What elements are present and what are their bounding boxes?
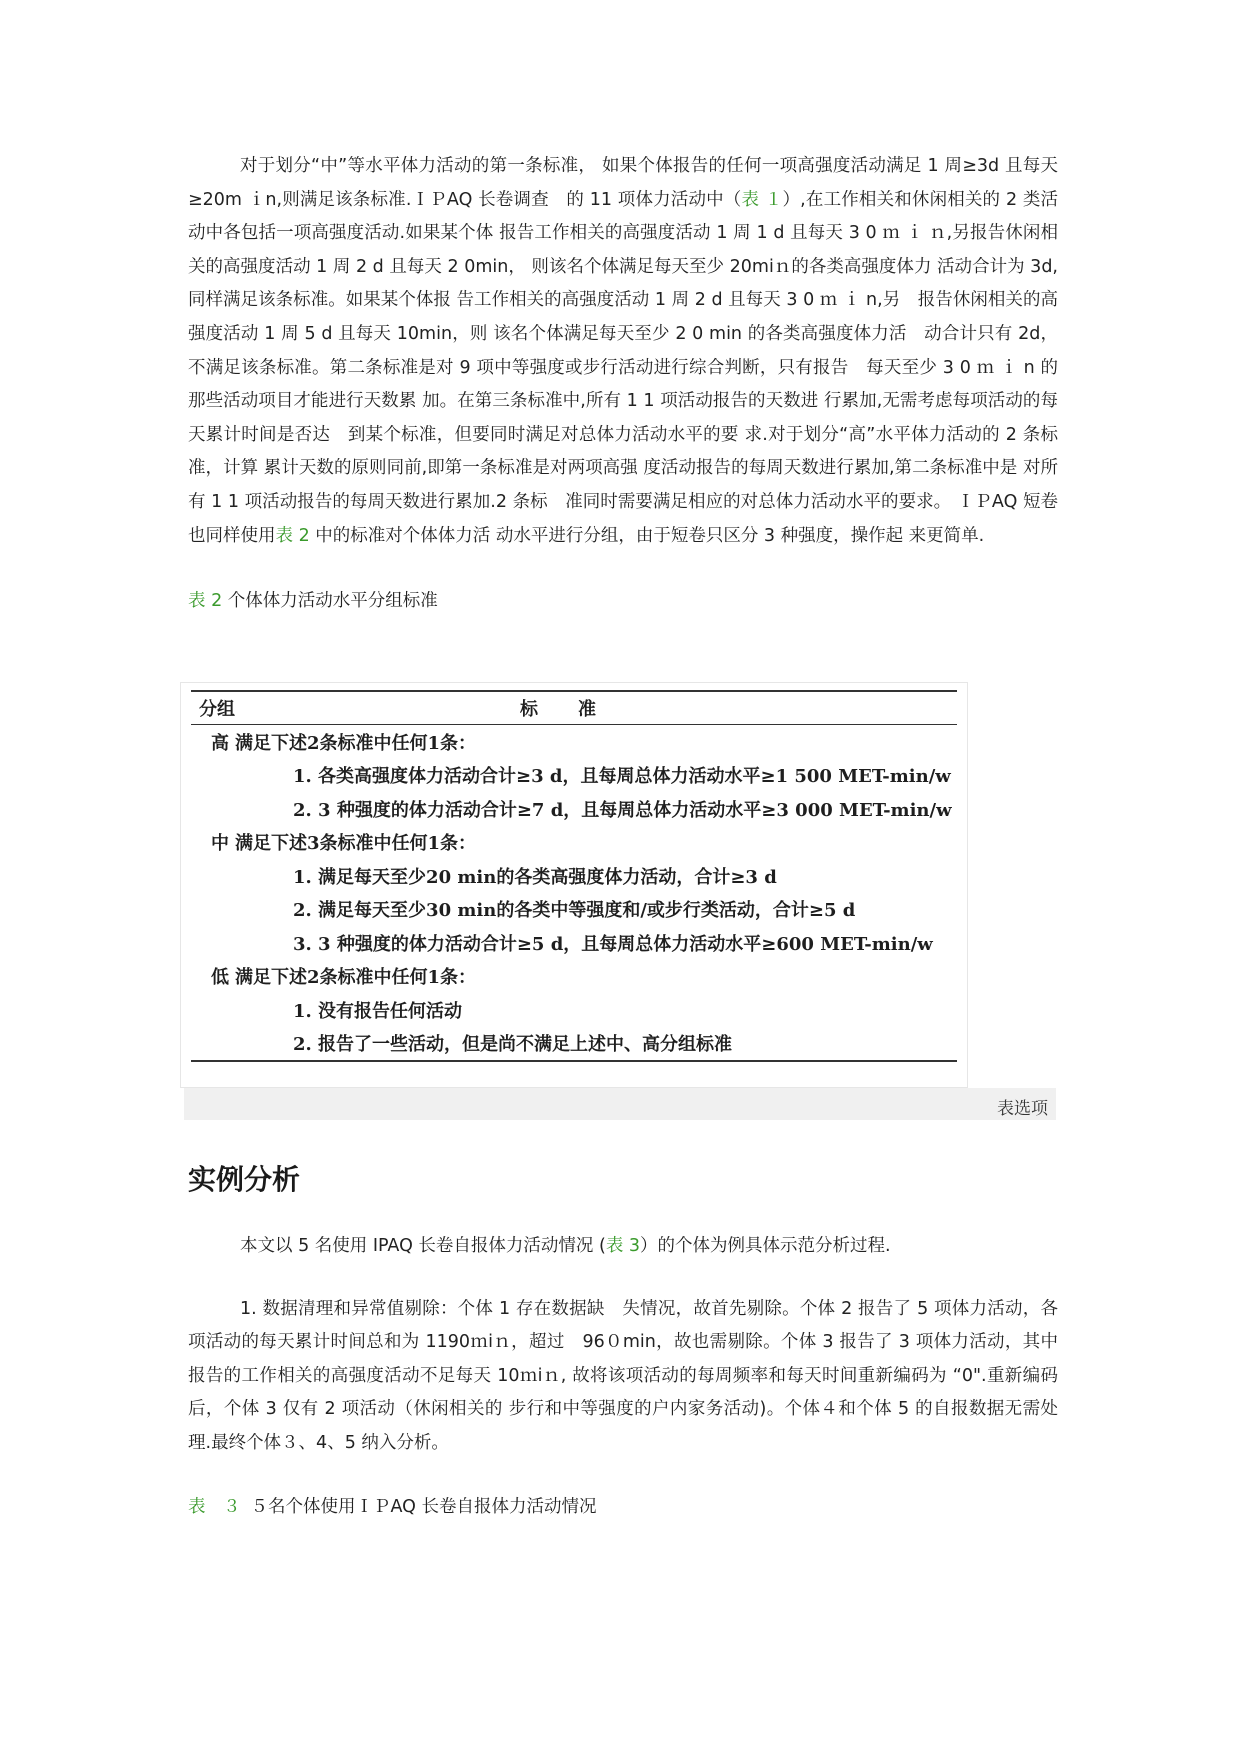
paragraph-criteria-explanation (188, 150, 1058, 553)
table-row (191, 859, 957, 893)
paragraph-example-intro (188, 1230, 1058, 1264)
table-row (191, 893, 957, 927)
table-row-criteria: 2. 3 种强度的体力活动合计≥7 d，且每周总体力活动水平≥3 000 MET-min/w (293, 799, 952, 821)
header-criteria: 标准 (520, 699, 636, 720)
para2-seg2: ）的个体为例具体示范分析过程. (640, 1236, 891, 1256)
para1-seg3: 中的标准对个体体力活 动水平进行分组，由于短卷只区分 3 种强度，操作起 来更简单. (309, 525, 985, 546)
table2-caption-title: 个体体力活动水平分组标准 (222, 591, 438, 612)
article-body (188, 150, 1058, 612)
table-options-button[interactable]: 表选项 (997, 1099, 1048, 1119)
para1-seg2: ）,在工作相关和休闲相关的 2 类活动中各包括一项高强度活动.如果某个体 报告工作相关的高强度活动 1 周 1 d 且每天 3 0 ｍ ｉ ｎ,另报告休闲相关的高强度活动 1 周 2 d 且每天 2 0min， 则该名个体满足每天至少 20miｎ的各类高强度体力 活动合计为 3d,同样满足该条标准。如果某个体报 告工作相关的高强度活动 1 周 2 d 且每天 3 0 ｍ ｉ n,另 报告休闲相关的高强度活动 1 周 5 d 且每天 10min，则 该名个体满足每天至少 2 0 min 的各类高强度体力活 动合计只有 2d，不满足该条标准。第二条标准是对 9 项中等强度或步行活动进行综合判断，只有报告 每天至少 3 0 ｍ ｉ n 的那些活动项目才能进行天数累 加。在第三条标准中,所有 1 1 项活动报告的天数进 行累加,无需考虑每项活动的每天累计时间是否达 到某个标准，但要同时满足对总体力活动水平的要 求.对于划分“高”水平体力活动的 2 条标准，计算 累计天数的原则同前,即第一条标准是对两项高强 度活动报告的每周天数进行累加,第二条标准中是 对所有 1 1 项活动报告的每周天数进行累加.2 条标 准同时需要满足相应的对总体力活动水平的要求。 ＩＰAQ 短卷也同样使用 (188, 189, 1058, 546)
table-row (191, 1027, 957, 1061)
table2-caption (188, 587, 1058, 612)
article-body-2 (188, 1230, 1058, 1518)
table2-image (180, 682, 968, 1088)
table-row-group: 低 (211, 967, 229, 989)
para2-seg1: 本文以 5 名使用 IPAQ 长卷自报体力活动情况 ( (240, 1236, 606, 1256)
table-body (191, 725, 957, 1060)
table3-link[interactable]: 表 3 (605, 1236, 641, 1256)
table-row-criteria: 2. 满足每天至少30 min的各类中等强度和/或步行类活动，合计≥5 d (293, 900, 856, 922)
table-row-group: 中 (211, 833, 229, 855)
table-row-criteria: 满足下述3条标准中任何1条： (235, 833, 477, 855)
table-row-criteria: 1. 满足每天至少20 min的各类高强度体力活动，合计≥3 d (293, 866, 777, 888)
table-header (191, 692, 957, 724)
table-row (191, 926, 957, 960)
table-row-criteria: 1. 各类高强度体力活动合计≥3 d，且每周总体力活动水平≥1 500 MET-min/w (293, 766, 951, 788)
header-group: 分组 (199, 699, 235, 720)
table3-caption (188, 1493, 1058, 1518)
table-row (191, 993, 957, 1027)
table-row-criteria: 满足下述2条标准中任何1条： (235, 732, 477, 754)
table-row-criteria: 满足下述2条标准中任何1条： (235, 967, 477, 989)
table3-caption-title: ５名个体使用ＩＰAQ 长卷自报体力活动情况 (250, 1496, 597, 1517)
table-row (191, 759, 957, 793)
paragraph-data-cleaning: 1. 数据清理和异常值剔除：个体 1 存在数据缺 失情况，故首先剔除。个体 2 报告了 5 项体力活动，各项活动的每天累计时间总和为 1190ｍiｎ，超过 96０min，故也需剔除。个体 3 报告了 3 项体力活动，其中报告的工作相关的高强度活动不足每天 10ｍiｎ, 故将该项活动的每周频率和每天时间重新编码为 “0".重新编码后，个体 3 仅有 2 项活动（休闲相关的 步行和中等强度的户内家务活动)。个体４和个体 5 的自报数据无需处理.最终个体３、4、5 纳入分析。 (188, 1298, 1058, 1453)
table-row (191, 725, 957, 759)
table2-link[interactable]: 表 2 (275, 525, 310, 546)
table-row (191, 960, 957, 994)
table1-link[interactable]: 表 １ (741, 189, 783, 210)
table2 (191, 687, 957, 1062)
table3-caption-label[interactable]: 表 ３ (188, 1496, 241, 1517)
table2-caption-label[interactable]: 表 2 (188, 591, 223, 612)
table-bottom-rule (191, 1060, 957, 1062)
table-row (191, 826, 957, 860)
table-row-group: 高 (211, 732, 229, 754)
table-row-criteria: 2. 报告了一些活动，但是尚不满足上述中、高分组标准 (293, 1034, 733, 1056)
para1-seg1: 对于划分“中”等水平体力活动的第一条标准， 如果个体报告的任何一项高强度活动满足 1 周≥3d 且每天≥20m ｉn,则满足该条标准.ＩＰAQ 长卷调查 的 11 项体力活动中（ (188, 156, 1058, 210)
section-heading: 实例分析 (188, 1163, 301, 1196)
table-options-bar (184, 1088, 1056, 1120)
table-row-criteria: 1. 没有报告任何活动 (293, 1000, 463, 1022)
table-row-criteria: 3. 3 种强度的体力活动合计≥5 d，且每周总体力活动水平≥600 MET-min/w (293, 933, 933, 955)
table-row (191, 792, 957, 826)
